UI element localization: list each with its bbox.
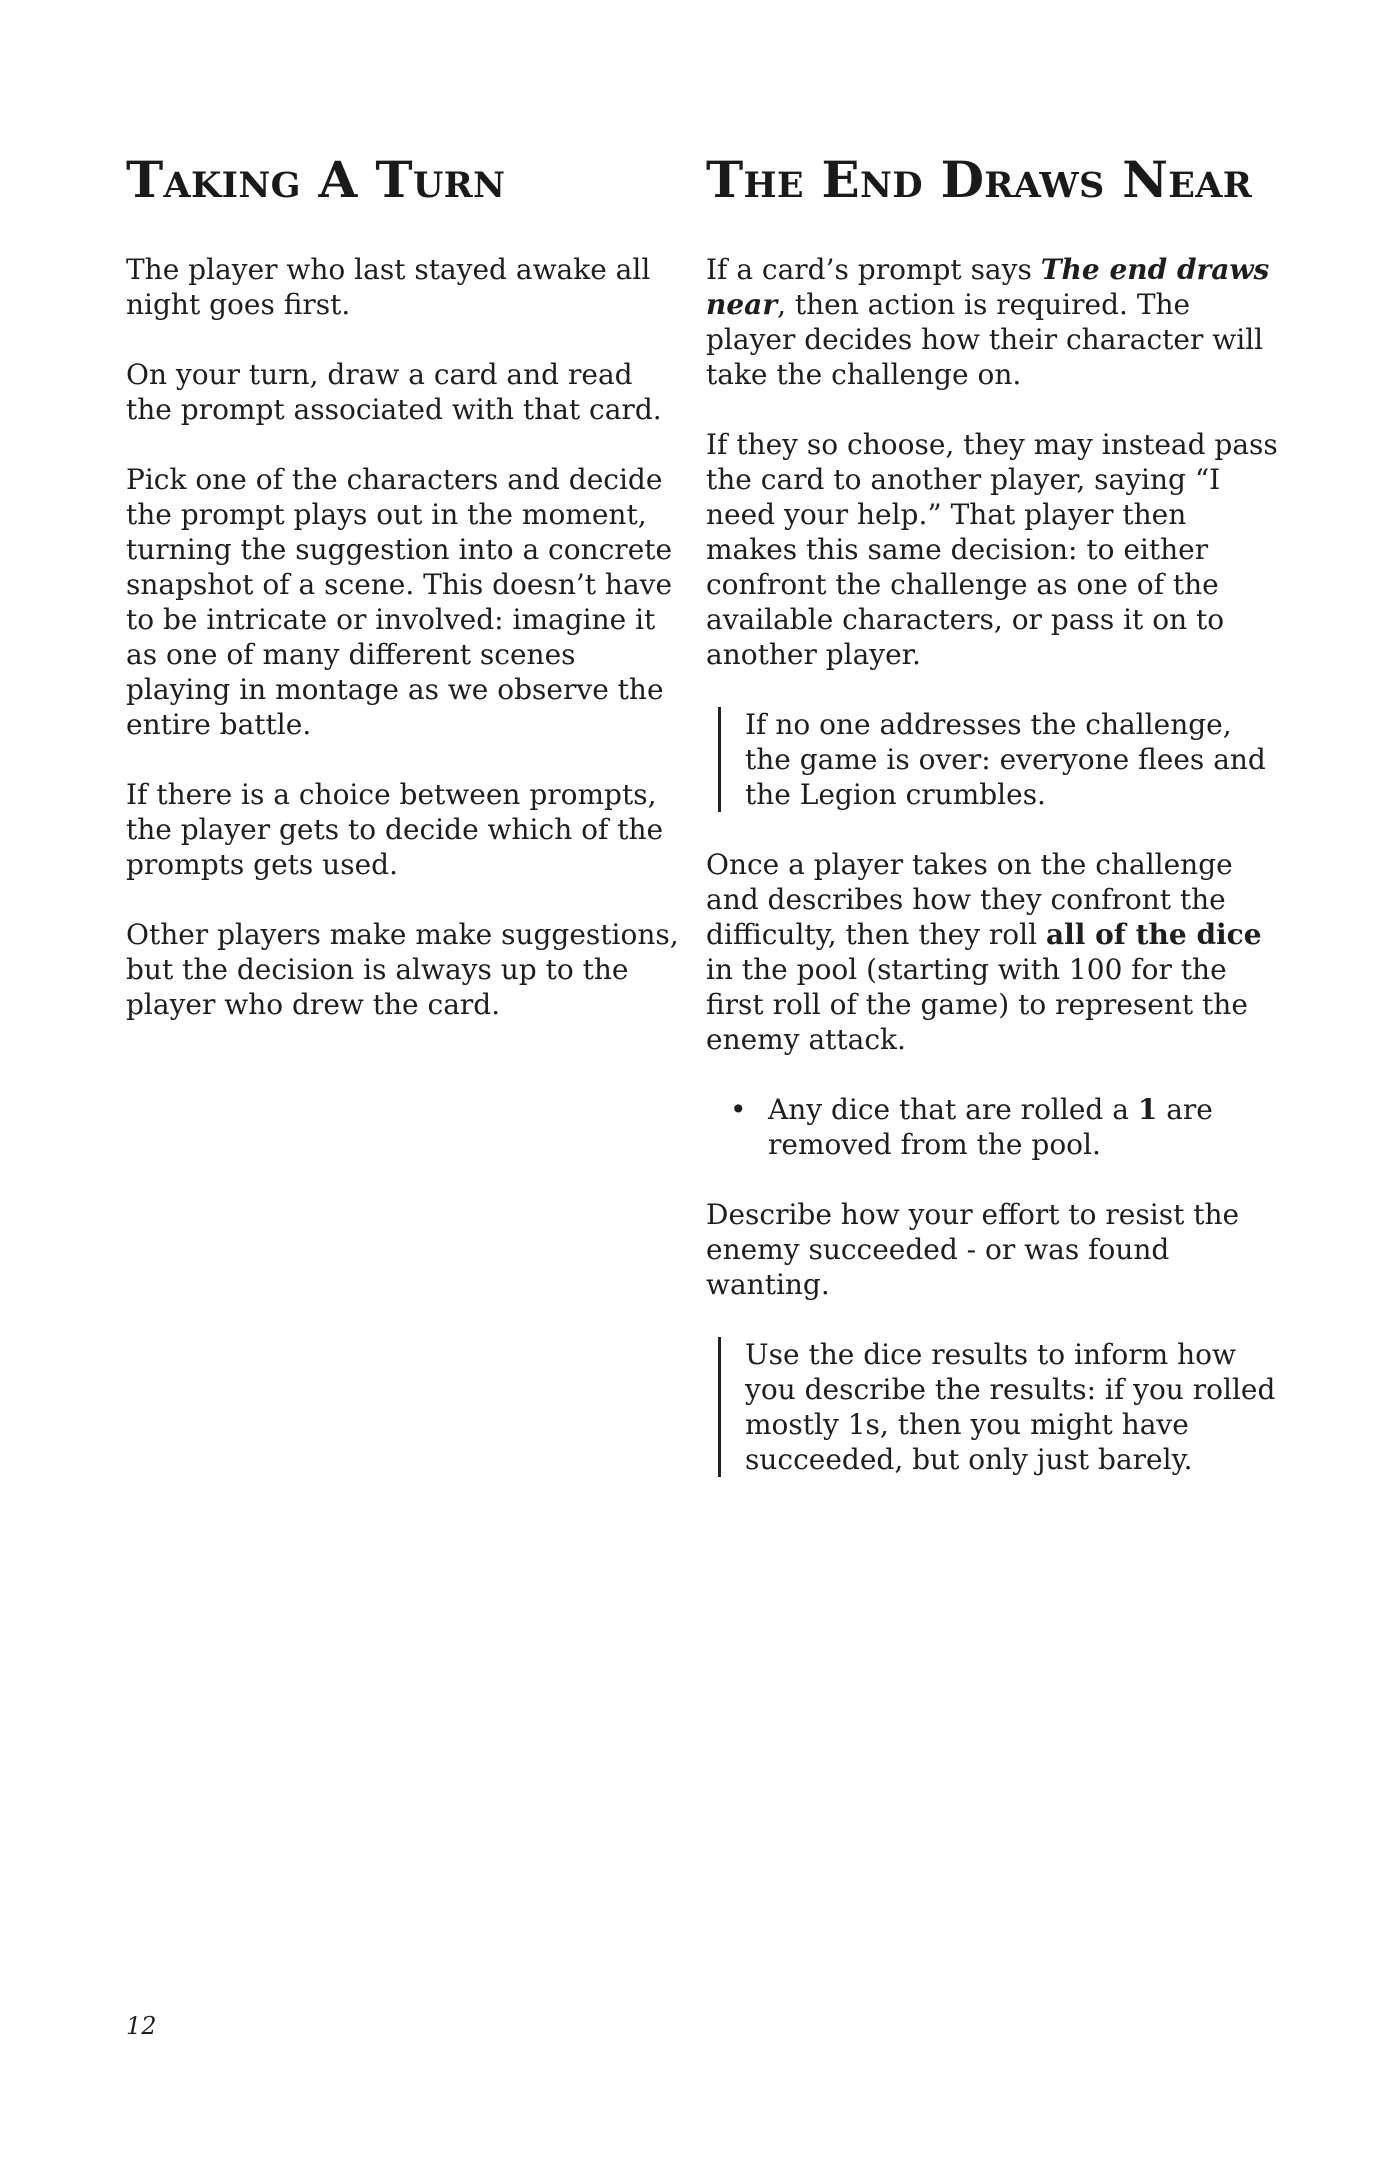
- section-heading-taking-a-turn: Taking A Turn: [126, 150, 506, 209]
- paragraph-roll-dice: [706, 847, 1284, 1057]
- paragraph-end-draws-near-prompt: [706, 252, 1284, 392]
- paragraph-draw-card: On your turn, draw a card and read the prompt associated with that card.: [126, 358, 662, 426]
- section-heading-the-end-draws-near: The End Draws Near: [706, 150, 1253, 209]
- list-item: [706, 1092, 1284, 1162]
- paragraph-who-goes-first: The player who last stayed awake all night goes first.: [126, 253, 651, 321]
- text-run: Any dice that are rolled a: [768, 1093, 1138, 1126]
- paragraph-describe-effort: Describe how your effort to resist the enemy succeeded - or was found wanting.: [706, 1198, 1240, 1301]
- emphasis-the-end-draws-near: The end draws near: [706, 253, 1270, 321]
- text-run: are removed from the pool.: [768, 1093, 1213, 1161]
- paragraph-other-players: Other players make make suggestions, but the decision is always up to the player who drew the card.: [126, 918, 679, 1021]
- text-run: in the pool (starting with 100 for the first roll of the game) to represent the enemy attack.: [706, 953, 1248, 1056]
- bullet-icon: •: [730, 1093, 747, 1126]
- paragraph-pick-character: Pick one of the characters and decide the prompt plays out in the moment, turning the suggestion into a concrete snapshot of a scene. This doesn’t have to be intricate or involved: imagine it as one of many different scenes playing in montage as we observe the entire battle.: [126, 463, 673, 741]
- page-number: 12: [126, 2012, 157, 2040]
- bullet-list: [706, 1092, 1284, 1162]
- bold-all-of-the-dice: all of the dice: [1045, 918, 1262, 951]
- paragraph-pass-the-card: If they so choose, they may instead pass the card to another player, saying “I need your help.” That player then makes this same decision: to either confront the challenge as one of the available characters, or pass it on to another player.: [706, 428, 1278, 671]
- left-column: [126, 150, 686, 1057]
- text-run: , then action is required. The player decides how their character will take the challenge on.: [706, 288, 1264, 391]
- text-run: If a card’s prompt says: [706, 253, 1041, 286]
- text-run: Once a player takes on the challenge and describes how they confront the difficulty, then they roll: [706, 848, 1233, 951]
- callout-dice-results: Use the dice results to inform how you describe the results: if you rolled mostly 1s, then you might have succeeded, but only just barely.: [718, 1337, 1284, 1477]
- right-column: [706, 150, 1284, 1512]
- paragraph-choice-between-prompts: If there is a choice between prompts, the player gets to decide which of the prompts gets used.: [126, 778, 664, 881]
- bold-one: 1: [1137, 1093, 1158, 1126]
- callout-game-over: If no one addresses the challenge, the game is over: everyone flees and the Legion crumbles.: [718, 707, 1284, 812]
